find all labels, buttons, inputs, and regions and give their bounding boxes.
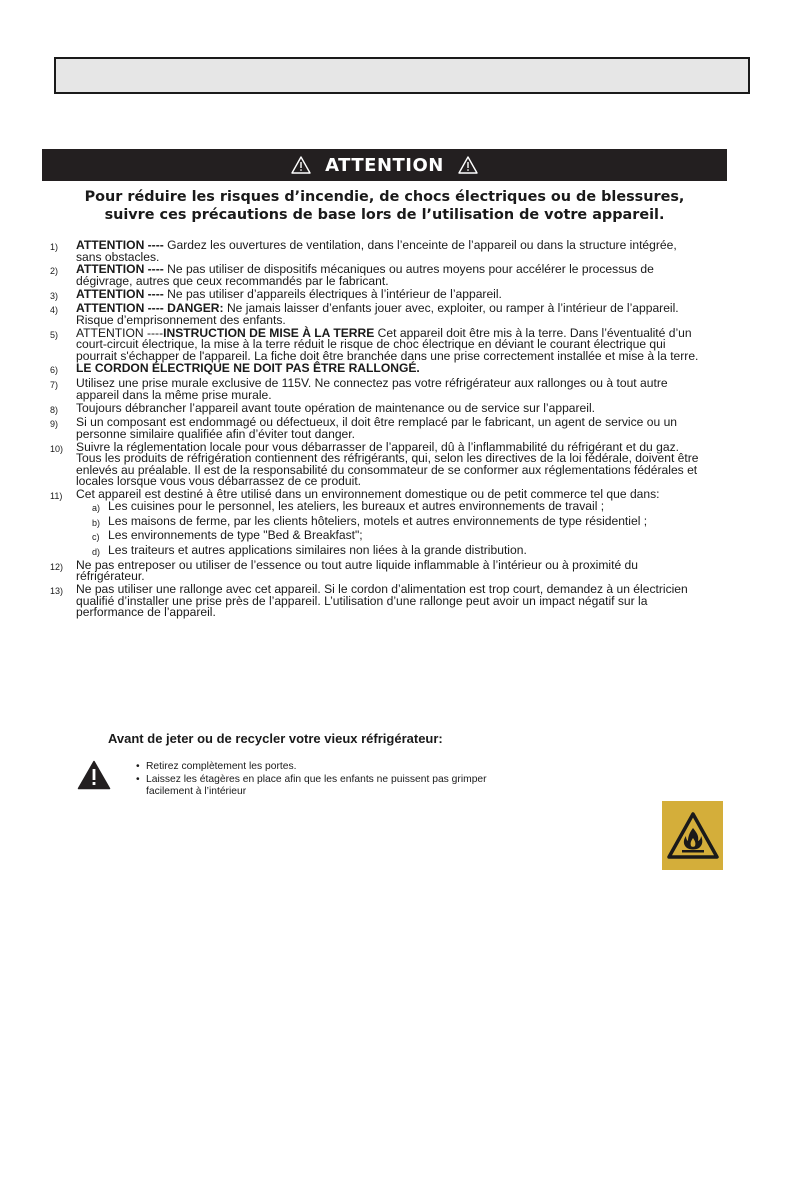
sub-item-text: Les cuisines pour le personnel, les ateliers, les bureaux et autres environnements de travail ; xyxy=(108,499,605,514)
item-text: Cet appareil doit être mis à la terre. Dans l’éventualité d’un court-circuit électrique, la mise à la terre réduit le risque de choc électrique en déviant le courant électrique qui pourrait s'échapper de l'appareil. La fiche doit être branchée dans une prise correctement installée et mise à la terre. xyxy=(76,325,699,363)
sub-item-letter: b) xyxy=(92,517,101,528)
item-number: 8) xyxy=(50,404,59,415)
sub-item-text: Les environnements de type "Bed & Breakfast"; xyxy=(108,528,363,543)
item-text: Suivre la réglementation locale pour vous débarrasser de l’appareil, dû à l’inflammabilité du réfrigérant et du gaz. Tous les produits de réfrigération contiennent des réfrigérants, qui, selon les directives de la loi fédérale, doivent être enlevés au préalable. Il est de la responsabilité du consommateur de se conformer aux réglementations fédérales et locales lorsque vous vous débarrassez de ce produit. xyxy=(76,439,699,489)
sub-item xyxy=(92,513,700,530)
list-item xyxy=(50,378,700,401)
item-label: INSTRUCTION DE MISE À LA TERRE xyxy=(163,325,375,340)
item-label: LE CORDON ÉLECTRIQUE NE DOIT PAS ÊTRE RALLONGÉ. xyxy=(76,361,420,376)
warning-triangle-icon xyxy=(458,156,478,174)
item-number: 10) xyxy=(50,443,64,454)
list-item xyxy=(50,264,700,287)
list-item xyxy=(50,325,700,363)
sub-item-letter: c) xyxy=(92,532,100,543)
item-text: Toujours débrancher l’appareil avant toute opération de maintenance ou de service sur l’appareil. xyxy=(76,400,596,415)
list-item xyxy=(50,557,700,584)
item-text: Cet appareil est destiné à être utilisé dans un environnement domestique ou de petit commerce tel que dans: xyxy=(76,486,660,501)
list-item xyxy=(50,417,700,440)
sub-item xyxy=(92,501,700,515)
intro-line: Pour réduire les risques d’incendie, de chocs électriques ou de blessures, xyxy=(84,189,685,205)
item-number: 3) xyxy=(50,290,59,301)
item-number: 6) xyxy=(50,365,59,376)
list-item xyxy=(50,286,700,303)
attention-banner xyxy=(42,149,727,181)
item-label: ATTENTION ---- xyxy=(76,286,164,301)
item-number: 7) xyxy=(50,380,59,391)
item-number: 4) xyxy=(50,305,59,316)
intro-heading xyxy=(42,188,727,224)
item-text: Ne pas entreposer ou utiliser de l’essence ou tout autre liquide inflammable à l’intérieur ou à proximité du réfrigérateur. xyxy=(76,557,638,584)
item-text: Gardez les ouvertures de ventilation, dans l’enceinte de l’appareil ou dans la structure intégrée, sans obstacles. xyxy=(76,238,677,264)
header-box xyxy=(54,57,750,94)
banner-title: ATTENTION xyxy=(325,154,444,176)
sub-item xyxy=(92,530,700,544)
item-text: Ne pas utiliser d’appareils électriques à l’intérieur de l’appareil. xyxy=(163,286,502,301)
sub-item-text: Les maisons de ferme, par les clients hôteliers, motels et autres environnements de type résidentiel ; xyxy=(108,513,648,528)
sub-item xyxy=(92,542,700,559)
item-number: 1) xyxy=(50,242,59,252)
list-item: • Laissez les étagères en place afin que les enfants ne puissent pas grimper facilement à l’intérieur xyxy=(136,774,496,799)
item-label: ATTENTION ---- xyxy=(76,238,164,252)
item-number: 9) xyxy=(50,419,59,430)
recycle-list xyxy=(136,761,496,799)
list-item xyxy=(50,303,700,326)
list-item xyxy=(50,400,700,417)
list-item xyxy=(50,584,700,619)
item-number: 11) xyxy=(50,490,63,501)
list-item xyxy=(50,486,700,559)
item-number: 2) xyxy=(50,266,59,277)
list-item xyxy=(50,439,700,489)
bullet-text: Laissez les étagères en place afin que les enfants ne puissent pas grimper facilement à l’intérieur xyxy=(146,773,487,797)
warning-triangle-icon xyxy=(77,760,111,790)
item-label: ATTENTION ---- xyxy=(76,262,164,277)
precautions-list xyxy=(50,240,700,620)
item-text: Si un composant est endommagé ou défectueux, il doit être remplacé par le fabricant, un agent de service ou un personne similaire qualifiée afin d’éviter tout danger. xyxy=(76,415,678,441)
sub-item-letter: d) xyxy=(92,546,101,557)
item-number: 12) xyxy=(50,561,64,572)
list-item: • Retirez complètement les portes. xyxy=(136,761,297,772)
recycle-heading: Avant de jeter ou de recycler votre vieux réfrigérateur: xyxy=(108,731,443,746)
sub-item-text: Les traiteurs et autres applications similaires non liées à la grande distribution. xyxy=(108,542,527,557)
item-text: Ne pas utiliser une rallonge avec cet appareil. Si le cordon d’alimentation est trop court, demandez à un électricien qualifié d’installer une prise près de l’appareil. L’utilisation d’une rallonge peut avoir un impact négatif sur la performance de l’appareil. xyxy=(76,582,688,620)
item-text: Utilisez une prise murale exclusive de 115V. Ne connectez pas votre réfrigérateur aux rallonges ou à tout autre appareil dans la même prise murale. xyxy=(76,376,668,402)
item-number: 5) xyxy=(50,329,59,340)
bullet-text: Retirez complètement les portes. xyxy=(146,761,297,772)
item-number: 13) xyxy=(50,586,64,597)
list-item xyxy=(50,240,700,263)
warning-triangle-icon xyxy=(291,156,311,174)
item-text: Ne pas utiliser de dispositifs mécaniques ou autres moyens pour accélérer le processus de dégivrage, autres que ceux recommandés par le fabricant. xyxy=(76,262,654,288)
sub-list xyxy=(76,501,700,558)
item-prefix: ATTENTION ---- xyxy=(76,325,164,340)
sub-item-letter: a) xyxy=(92,503,101,514)
list-item xyxy=(50,363,700,377)
intro-line: suivre ces précautions de base lors de l’utilisation de votre appareil. xyxy=(104,207,665,223)
item-label: ATTENTION ---- DANGER: xyxy=(76,301,224,316)
item-text: Ne jamais laisser d’enfants jouer avec, exploiter, ou ramper à l’intérieur de l’appareil. Risque d’emprisonnement des enfants. xyxy=(76,301,679,327)
flammable-icon xyxy=(662,801,723,870)
